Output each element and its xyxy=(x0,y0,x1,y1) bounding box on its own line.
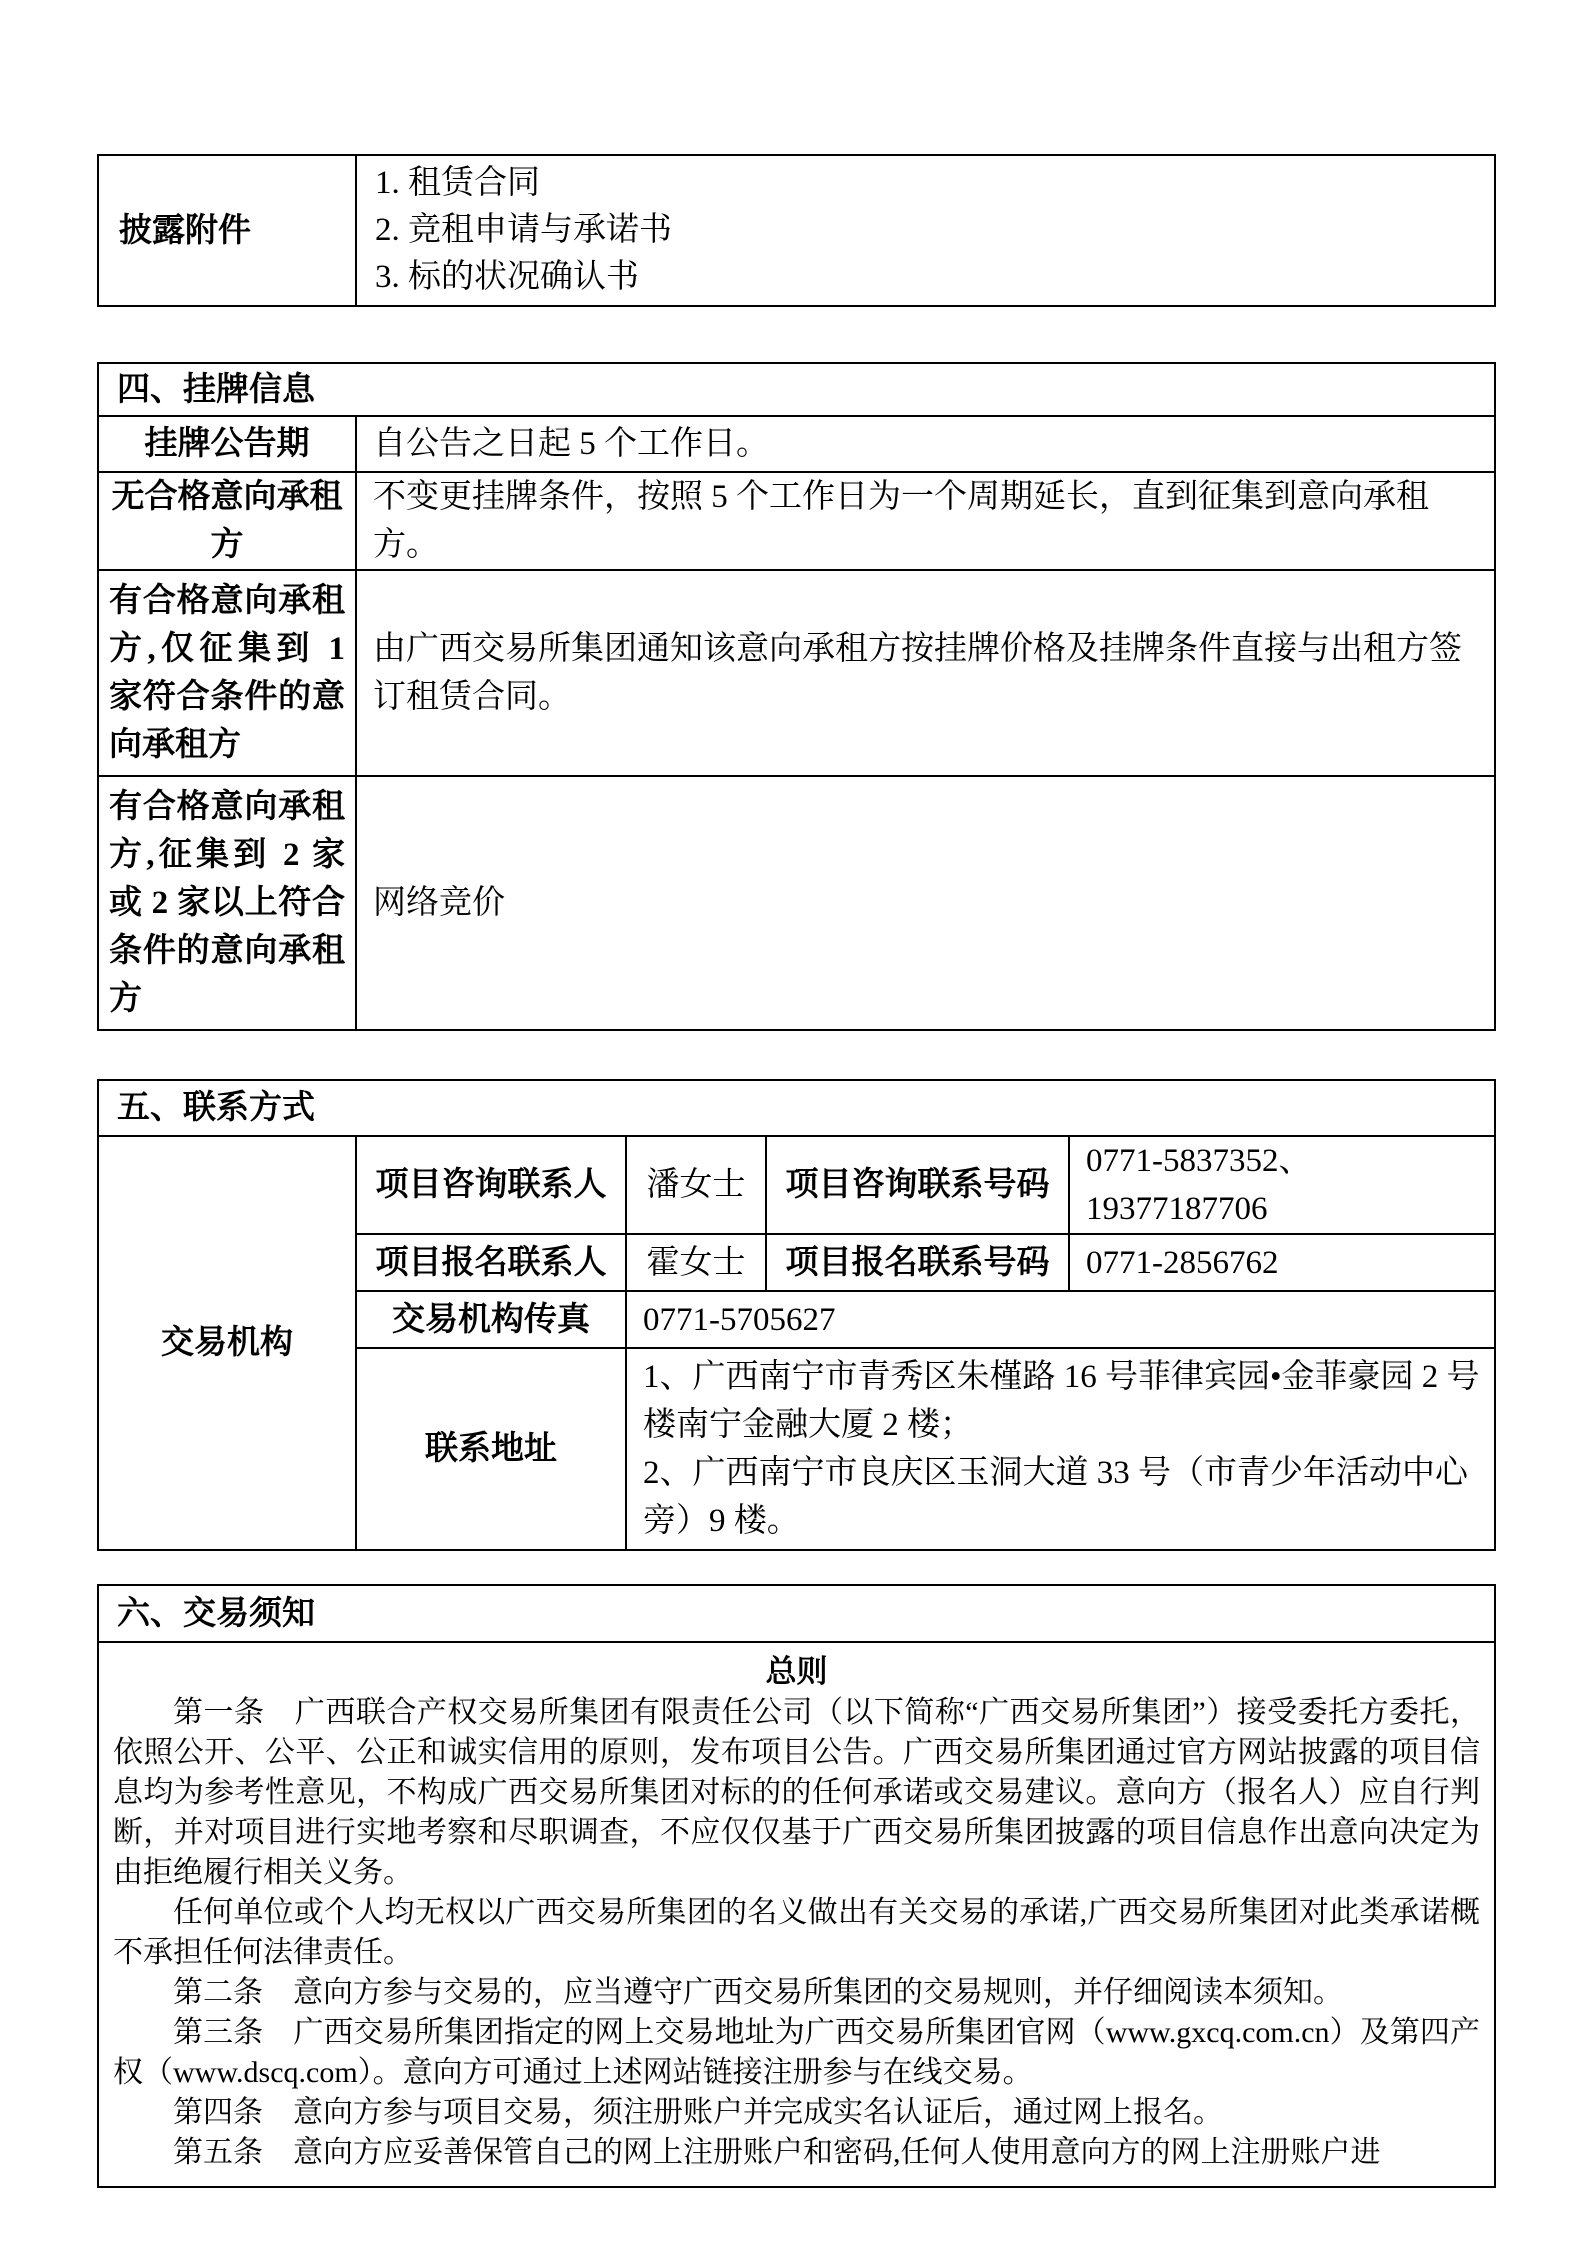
listing-row-label: 挂牌公告期 xyxy=(98,416,356,472)
table-row xyxy=(98,1642,1495,2187)
signup-contact-label: 项目报名联系人 xyxy=(356,1234,626,1291)
table-row xyxy=(98,1080,1495,1136)
table-row xyxy=(98,472,1495,570)
consult-phone-label: 项目咨询联系号码 xyxy=(766,1136,1069,1234)
table-row xyxy=(98,776,1495,1030)
address-value-cell xyxy=(626,1348,1495,1550)
notice-paragraph: 第一条 广西联合产权交易所集团有限责任公司（以下简称“广西交易所集团”）接受委托方委托，依照公开、公平、公正和诚实信用的原则，发布项目公告。广西交易所集团通过官方网站披露的项目信息均为参考性意见，不构成广西交易所集团对标的的任何承诺或交易建议。意向方（报名人）应自行判断，并对项目进行实地考察和尽职调查，不应仅仅基于广西交易所集团披露的项目信息作出意向决定为由拒绝履行相关义务。 xyxy=(113,1696,1480,1889)
table-row xyxy=(98,416,1495,472)
listing-row-label: 无合格意向承租方 xyxy=(98,472,356,570)
notice-paragraph: 第五条 意向方应妥善保管自己的网上注册账户和密码,任何人使用意向方的网上注册账户进 xyxy=(173,2136,1381,2169)
attachment-item: 2. 竞租申请与承诺书 xyxy=(375,212,672,248)
signup-phone-label: 项目报名联系号码 xyxy=(766,1234,1069,1291)
trading-notice-table xyxy=(97,1584,1496,2188)
contact-org-label: 交易机构 xyxy=(98,1136,356,1550)
table-row xyxy=(98,155,1495,306)
notice-paragraph: 第三条 广西交易所集团指定的网上交易地址为广西交易所集团官网（www.gxcq.com.cn）及第四产权（www.dscq.com）。意向方可通过上述网站链接注册参与在线交易。 xyxy=(113,2016,1480,2089)
notice-paragraph: 任何单位或个人均无权以广西交易所集团的名义做出有关交易的承诺,广西交易所集团对此类承诺概不承担任何法律责任。 xyxy=(113,1896,1480,1969)
listing-info-table xyxy=(97,362,1496,1031)
listing-row-label: 有合格意向承租方,征集到 2 家或 2 家以上符合条件的意向承租方 xyxy=(98,776,356,1030)
listing-row-label: 有合格意向承租方,仅征集到 1 家符合条件的意向承租方 xyxy=(98,570,356,776)
attachment-item: 3. 标的状况确认书 xyxy=(375,259,639,295)
fax-value: 0771-5705627 xyxy=(626,1291,1495,1348)
address-label: 联系地址 xyxy=(356,1348,626,1550)
table-row xyxy=(98,363,1495,416)
notice-paragraph: 第二条 意向方参与交易的，应当遵守广西交易所集团的交易规则，并仔细阅读本须知。 xyxy=(173,1976,1343,2009)
disclosure-items-cell xyxy=(356,155,1495,306)
section-title-notice: 六、交易须知 xyxy=(98,1585,1495,1642)
listing-row-value: 自公告之日起 5 个工作日。 xyxy=(356,416,1495,472)
notice-section-heading: 总则 xyxy=(765,1654,828,1689)
disclosure-attachments-table xyxy=(97,154,1496,307)
listing-row-value: 不变更挂牌条件，按照 5 个工作日为一个周期延长，直到征集到意向承租方。 xyxy=(356,472,1495,570)
address-line: 2、广西南宁市良庆区玉洞大道 33 号（市青少年活动中心旁）9 楼。 xyxy=(643,1455,1468,1539)
address-line: 1、广西南宁市青秀区朱槿路 16 号菲律宾园•金菲豪园 2 号楼南宁金融大厦 2 楼； xyxy=(643,1359,1480,1443)
table-row xyxy=(98,1585,1495,1642)
notice-paragraph: 第四条 意向方参与项目交易，须注册账户并完成实名认证后，通过网上报名。 xyxy=(173,2096,1223,2129)
fax-label: 交易机构传真 xyxy=(356,1291,626,1348)
signup-phone-value: 0771-2856762 xyxy=(1069,1234,1495,1291)
table-row xyxy=(98,570,1495,776)
listing-row-value: 由广西交易所集团通知该意向承租方按挂牌价格及挂牌条件直接与出租方签订租赁合同。 xyxy=(356,570,1495,776)
contact-info-table xyxy=(97,1079,1496,1551)
consult-contact-name: 潘女士 xyxy=(626,1136,766,1234)
signup-contact-name: 霍女士 xyxy=(626,1234,766,1291)
listing-row-value: 网络竞价 xyxy=(356,776,1495,1030)
section-title-listing: 四、挂牌信息 xyxy=(98,363,1495,416)
disclosure-label: 披露附件 xyxy=(98,155,356,306)
notice-body-cell xyxy=(98,1642,1495,2187)
section-title-contact: 五、联系方式 xyxy=(98,1080,1495,1136)
attachment-item: 1. 租赁合同 xyxy=(375,165,540,201)
consult-phone-value: 0771-5837352、19377187706 xyxy=(1069,1136,1495,1234)
consult-contact-label: 项目咨询联系人 xyxy=(356,1136,626,1234)
table-row xyxy=(98,1136,1495,1234)
